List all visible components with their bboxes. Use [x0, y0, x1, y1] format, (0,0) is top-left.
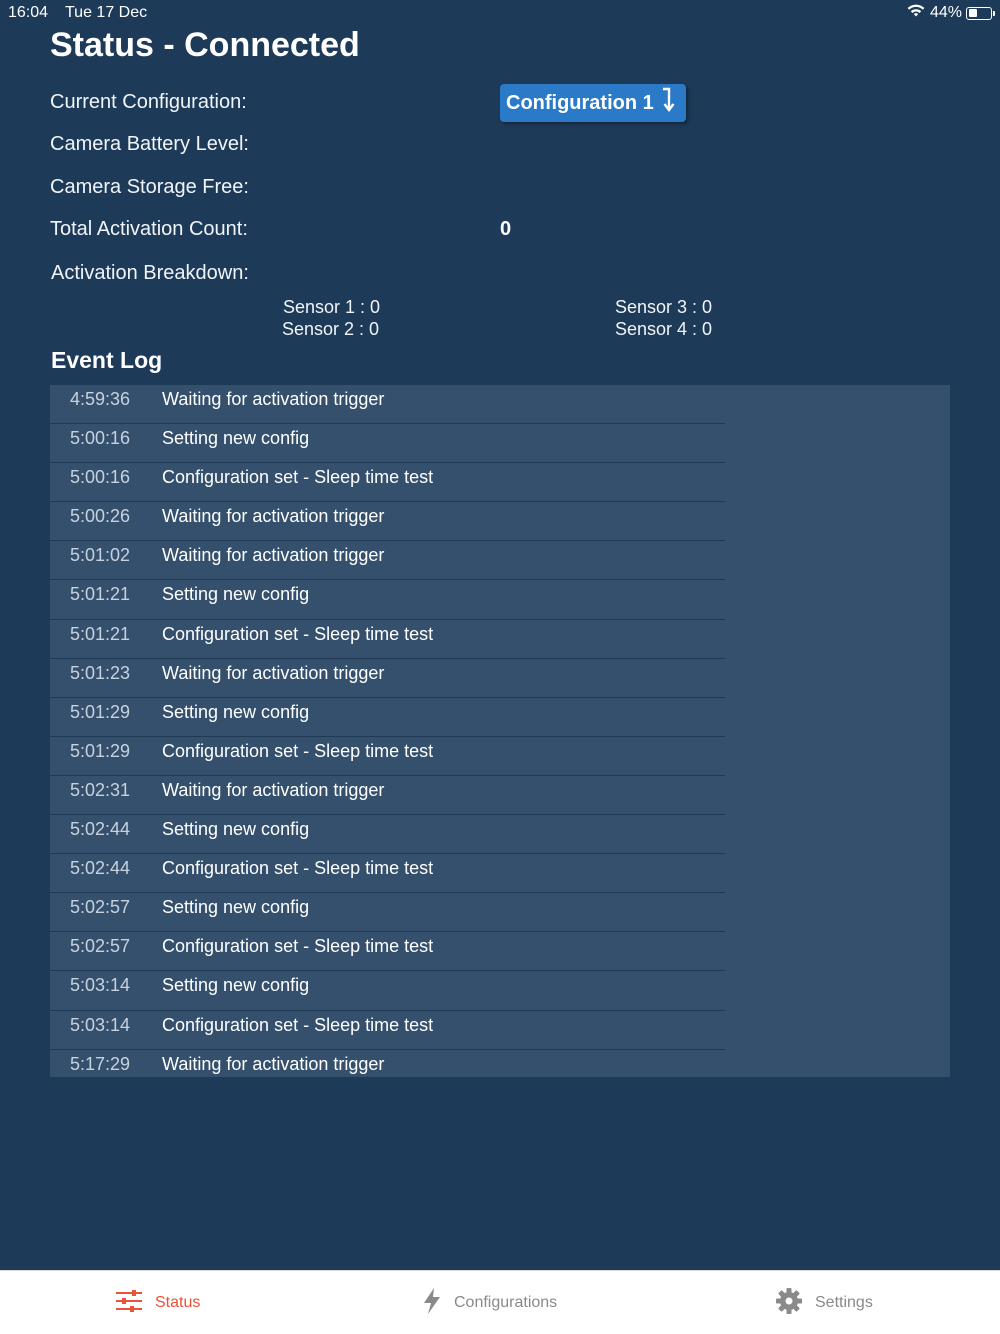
battery-fill	[969, 9, 977, 17]
lightning-bolt-icon	[422, 1287, 442, 1320]
event-message: Waiting for activation trigger	[162, 506, 385, 527]
event-time: 5:02:57	[70, 936, 131, 957]
configuration-selector-label: Configuration 1	[506, 91, 654, 114]
current-configuration-label: Current Configuration:	[50, 91, 247, 113]
total-activation-label: Total Activation Count:	[50, 218, 248, 240]
event-log-row	[50, 1050, 725, 1089]
event-message: Setting new config	[162, 701, 310, 722]
clock-date: Tue 17 Dec	[65, 4, 148, 21]
event-log-row	[50, 854, 725, 893]
event-time: 5:02:31	[70, 779, 131, 800]
tab-configurations[interactable]	[422, 1285, 557, 1321]
gear-icon	[775, 1287, 803, 1320]
event-message: Setting new config	[162, 584, 310, 605]
sensor-4-count: Sensor 4 : 0	[615, 319, 713, 339]
event-message: Waiting for activation trigger	[162, 1053, 385, 1074]
event-log-row	[50, 463, 725, 502]
event-message: Setting new config	[162, 975, 310, 996]
event-message: Setting new config	[162, 897, 310, 918]
page-title: Status - Connected	[50, 26, 360, 64]
event-time: 5:02:57	[70, 897, 131, 918]
event-message: Waiting for activation trigger	[162, 779, 385, 800]
tab-bar	[0, 1270, 1000, 1334]
event-time: 5:00:16	[70, 428, 131, 449]
event-message: Configuration set - Sleep time test	[162, 858, 434, 879]
tab-status-label: Status	[155, 1294, 201, 1311]
event-time: 5:03:14	[70, 975, 131, 996]
event-time: 5:01:21	[70, 584, 131, 605]
event-log-row	[50, 620, 725, 659]
event-log-row	[50, 815, 725, 854]
event-time: 5:00:16	[70, 467, 131, 488]
event-message: Configuration set - Sleep time test	[162, 467, 434, 488]
event-time: 5:01:21	[70, 623, 131, 644]
event-log-row	[50, 737, 725, 776]
event-log-title: Event Log	[51, 347, 163, 373]
event-message: Configuration set - Sleep time test	[162, 936, 434, 957]
event-log-row	[50, 932, 725, 971]
event-time: 5:01:29	[70, 740, 131, 761]
clock-time: 16:04	[8, 4, 49, 21]
event-time: 5:01:02	[70, 545, 131, 566]
total-activation-value: 0	[500, 218, 512, 240]
event-log-row	[50, 893, 725, 932]
event-log-row	[50, 1011, 725, 1050]
sensor-1-count: Sensor 1 : 0	[283, 297, 381, 317]
camera-battery-label: Camera Battery Level:	[50, 133, 249, 155]
event-message: Configuration set - Sleep time test	[162, 1014, 434, 1035]
camera-storage-label: Camera Storage Free:	[50, 176, 249, 198]
event-log-row	[50, 698, 725, 737]
event-time: 5:01:29	[70, 701, 131, 722]
event-log-row	[50, 659, 725, 698]
tab-settings[interactable]	[775, 1285, 873, 1321]
event-time: 5:17:29	[70, 1053, 131, 1074]
tab-status[interactable]	[115, 1285, 200, 1321]
event-log-list[interactable]	[50, 385, 950, 1077]
event-log-row	[50, 502, 725, 541]
event-log-row	[50, 776, 725, 815]
event-log-row	[50, 971, 725, 1010]
event-time: 4:59:36	[70, 389, 131, 409]
activation-breakdown-label: Activation Breakdown:	[51, 262, 249, 284]
event-message: Waiting for activation trigger	[162, 389, 385, 409]
sensor-2-count: Sensor 2 : 0	[282, 319, 380, 339]
event-message: Waiting for activation trigger	[162, 662, 385, 683]
event-log-row	[50, 541, 725, 580]
wifi-icon	[906, 3, 926, 23]
event-message: Waiting for activation trigger	[162, 545, 385, 566]
event-log-row	[50, 580, 725, 619]
event-time: 5:02:44	[70, 858, 131, 879]
status-indicators	[906, 3, 992, 23]
tab-settings-label: Settings	[815, 1294, 873, 1311]
event-message: Configuration set - Sleep time test	[162, 623, 434, 644]
event-log-row	[50, 424, 725, 463]
sensor-3-count: Sensor 3 : 0	[615, 297, 713, 317]
event-time: 5:00:26	[70, 506, 131, 527]
event-message: Configuration set - Sleep time test	[162, 740, 434, 761]
event-time: 5:02:44	[70, 819, 131, 840]
system-status-bar	[0, 0, 1000, 26]
event-message: Setting new config	[162, 428, 310, 449]
tab-configurations-label: Configurations	[454, 1294, 558, 1311]
event-log-row	[50, 385, 725, 424]
event-message: Setting new config	[162, 819, 310, 840]
sliders-icon	[115, 1289, 143, 1318]
battery-percentage: 44%	[929, 4, 962, 21]
event-time: 5:03:14	[70, 1014, 131, 1035]
configuration-selector-button[interactable]	[500, 84, 686, 122]
dropdown-arrow-icon	[654, 87, 676, 119]
event-time: 5:01:23	[70, 662, 131, 683]
battery-icon	[966, 7, 992, 20]
